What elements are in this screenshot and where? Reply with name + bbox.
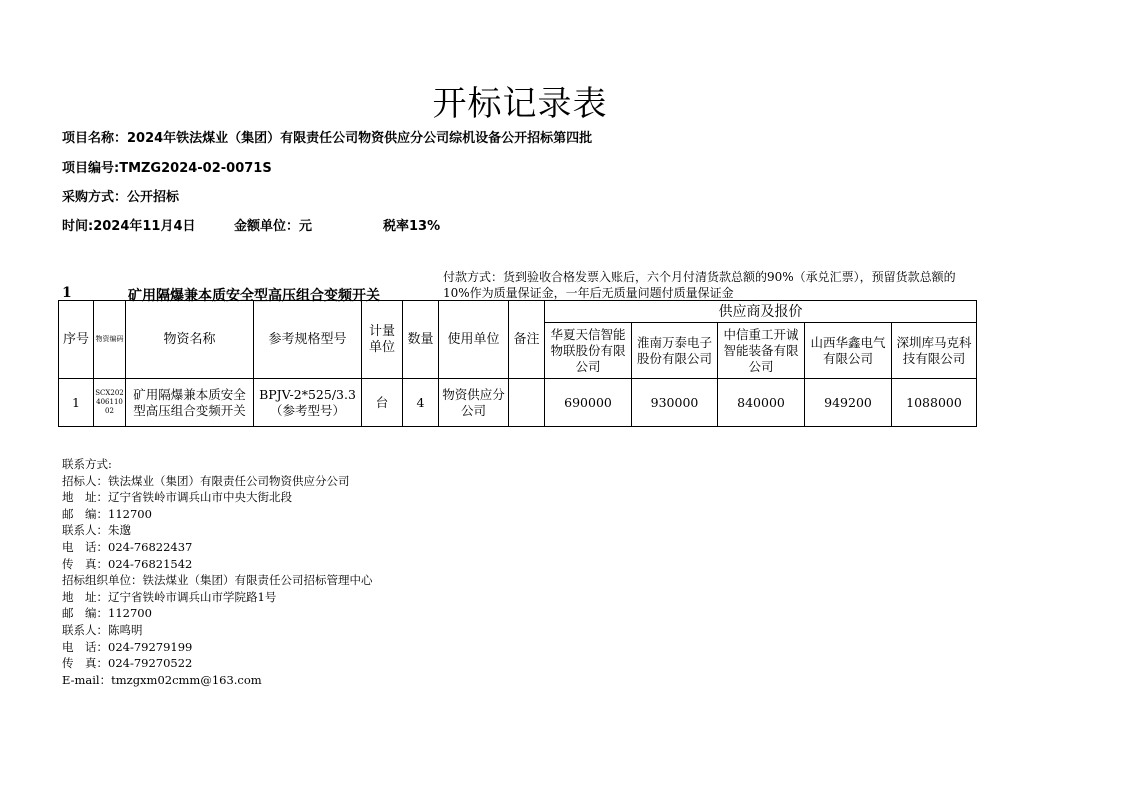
contact-line: 招标人：铁法煤业（集团）有限责任公司物资供应分公司 bbox=[62, 473, 350, 488]
contact-line: 地 址：辽宁省铁岭市调兵山市中央大街北段 bbox=[62, 490, 292, 505]
contact-line: 联系方式: bbox=[62, 457, 112, 471]
price-cell: 930000 bbox=[632, 379, 718, 427]
price-cell: 1088000 bbox=[892, 379, 977, 427]
contact-line: 传 真：024-76821542 bbox=[62, 556, 193, 571]
row-remark bbox=[509, 379, 545, 427]
supplier-name: 华夏天信智能物联股份有限公司 bbox=[545, 323, 632, 379]
header-qty: 数量 bbox=[403, 301, 439, 379]
contact-line: 电 话：024-79279199 bbox=[62, 639, 193, 654]
procurement-method: 采购方式：公开招标 bbox=[62, 190, 180, 205]
supplier-name: 深圳库马克科技有限公司 bbox=[892, 323, 977, 379]
header-suppliers-group: 供应商及报价 bbox=[545, 301, 977, 323]
row-seq: 1 bbox=[59, 379, 94, 427]
supplier-name: 山西华鑫电气有限公司 bbox=[805, 323, 892, 379]
bid-date: 时间:2024年11月4日 bbox=[62, 219, 196, 234]
row-code: SCX20240611002 bbox=[94, 379, 126, 427]
project-number: 项目编号:TMZG2024-02-0071S bbox=[62, 161, 272, 176]
contact-block bbox=[62, 456, 373, 688]
contact-line: 招标组织单位：铁法煤业（集团）有限责任公司招标管理中心 bbox=[62, 573, 373, 588]
lot-number: 1 bbox=[62, 285, 72, 301]
date-line bbox=[62, 215, 440, 234]
bid-table bbox=[58, 300, 977, 427]
row-spec: BPJV-2*525/3.3（参考型号） bbox=[254, 379, 362, 427]
page-title: 开标记录表 bbox=[432, 84, 608, 124]
contact-line: 邮 编：112700 bbox=[62, 606, 152, 621]
header-user: 使用单位 bbox=[439, 301, 509, 379]
supplier-name: 中信重工开诚智能装备有限公司 bbox=[718, 323, 805, 379]
price-cell: 690000 bbox=[545, 379, 632, 427]
contact-line: 电 话：024-76822437 bbox=[62, 539, 193, 554]
price-cell: 840000 bbox=[718, 379, 805, 427]
payment-terms: 付款方式：货到验收合格发票入账后，六个月付清货款总额的90%（承兑汇票），预留货款总额的10%作为质量保证金，一年后无质量问题付质量保证金 bbox=[443, 270, 956, 300]
header-row-1 bbox=[59, 301, 977, 323]
lot-name: 矿用隔爆兼本质安全型高压组合变频开关 bbox=[128, 288, 380, 304]
supplier-name: 淮南万泰电子股份有限公司 bbox=[632, 323, 718, 379]
tax-rate: 税率13% bbox=[383, 219, 441, 234]
table-row bbox=[59, 379, 977, 427]
header-unit: 计量单位 bbox=[362, 301, 403, 379]
currency-unit: 金额单位：元 bbox=[234, 219, 313, 234]
contact-line: 地 址：辽宁省铁岭市调兵山市学院路1号 bbox=[62, 589, 277, 604]
contact-line: 邮 编：112700 bbox=[62, 506, 152, 521]
price-cell: 949200 bbox=[805, 379, 892, 427]
header-seq: 序号 bbox=[59, 301, 94, 379]
header-spec: 参考规格型号 bbox=[254, 301, 362, 379]
row-unit: 台 bbox=[362, 379, 403, 427]
row-name: 矿用隔爆兼本质安全型高压组合变频开关 bbox=[126, 379, 254, 427]
project-name: 项目名称：2024年铁法煤业（集团）有限责任公司物资供应分公司综机设备公开招标第四批 bbox=[62, 131, 593, 146]
contact-line: 联系人：朱邈 bbox=[62, 523, 131, 538]
contact-line: 联系人：陈鸣明 bbox=[62, 622, 143, 637]
header-code: 物资编码 bbox=[94, 301, 126, 379]
row-qty: 4 bbox=[403, 379, 439, 427]
contact-line: 传 真：024-79270522 bbox=[62, 656, 193, 671]
header-name: 物资名称 bbox=[126, 301, 254, 379]
header-remark: 备注 bbox=[509, 301, 545, 379]
row-user: 物资供应分公司 bbox=[439, 379, 509, 427]
contact-email: E-mail：tmzgxm02cmm@163.com bbox=[62, 672, 262, 687]
